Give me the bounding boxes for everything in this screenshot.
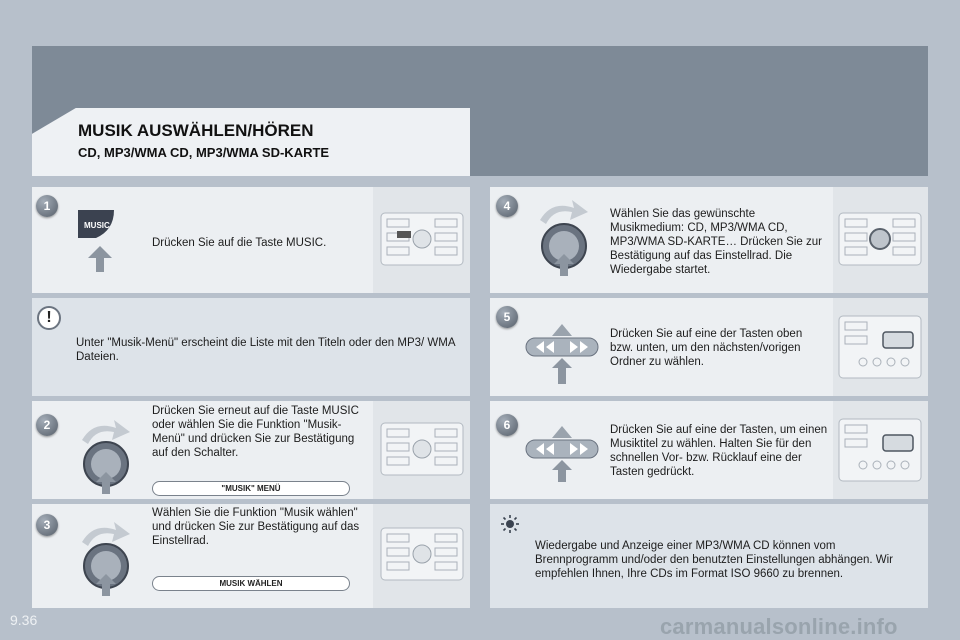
page-subtitle: CD, MP3/WMA CD, MP3/WMA SD-KARTE [78,145,330,160]
note-text: Unter "Musik-Menü" erscheint die Liste mit den Titeln oder den MP3/ WMA Dateien. [76,337,455,363]
arrow-keys-icon [522,318,602,388]
step-2-badge: 2 [36,414,58,436]
radio-panel-icon [373,504,470,608]
page-number: 9.36 [10,612,38,628]
music-key-icon [76,208,136,278]
tip-text: Wiedergabe und Anzeige einer MP3/WMA CD können vom Brennprogramm und/oder den benutzten Einstellungen abhängen. Wir empfehlen Ihnen, Ihre CDs im Format ISO 9660 zu brennen. [535,540,894,580]
watermark: carmanualsonline.info [660,614,898,639]
step-3-radio-photo [373,504,470,608]
arrow-keys-icon [522,420,602,490]
sun-icon [500,514,520,534]
radio-panel-icon [373,187,470,293]
page-title: MUSIK AUSWÄHLEN/HÖREN [78,121,314,140]
radio-panel-icon [833,187,928,293]
step-6-text: Drücken Sie auf eine der Tasten, um einen Musiktitel zu wählen. Halten Sie für den schnellen Vor- bzw. Rücklauf eine der Tasten gedrückt. [610,424,828,478]
rotary-knob-icon [530,198,600,280]
radio-panel-icon [833,298,928,396]
rotary-knob-icon [72,418,142,498]
step-5-text: Drücken Sie auf eine der Tasten oben bzw. unten, um den nächsten/vorigen Ordner zu wählen. [610,328,803,368]
step-1-badge: 1 [36,195,58,217]
step-1-radio-photo [373,187,470,293]
step-4-radio-photo [833,187,928,293]
rotary-knob-icon [72,520,142,602]
step-5-radio-photo [833,298,928,396]
lightbulb-icon [500,514,520,534]
step-6-badge: 6 [496,414,518,436]
radio-panel-icon [833,401,928,499]
step-5-badge: 5 [496,306,518,328]
step-3-badge: 3 [36,514,58,536]
radio-panel-icon [373,401,470,499]
step-4-text: Wählen Sie das gewünschte Musikmedium: CD, MP3/WMA CD, MP3/WMA SD-KARTE… Drücken Sie zur Bestätigung auf das Einstellrad. Die Wiedergabe startet. [610,208,822,276]
step-3-text: Wählen Sie die Funktion "Musik wählen" und drücken Sie zur Bestätigung auf das Einstellrad. [152,507,360,547]
step-2-text: Drücken Sie erneut auf die Taste MUSIC oder wählen Sie die Funktion "Musik-Menü" und drücken Sie zur Bestätigung auf den Schalter. [152,405,359,459]
step-1-text: Drücken Sie auf die Taste MUSIC. [152,237,327,249]
step-4-badge: 4 [496,195,518,217]
musik-waehlen-label: MUSIK WÄHLEN [152,576,350,591]
musik-menu-label: "MUSIK" MENÜ [152,481,350,496]
step-6-radio-photo [833,401,928,499]
title-box [32,108,470,176]
warning-icon: ! [37,306,61,330]
step-2-radio-photo [373,401,470,499]
music-key-label: MUSIC [84,221,110,230]
